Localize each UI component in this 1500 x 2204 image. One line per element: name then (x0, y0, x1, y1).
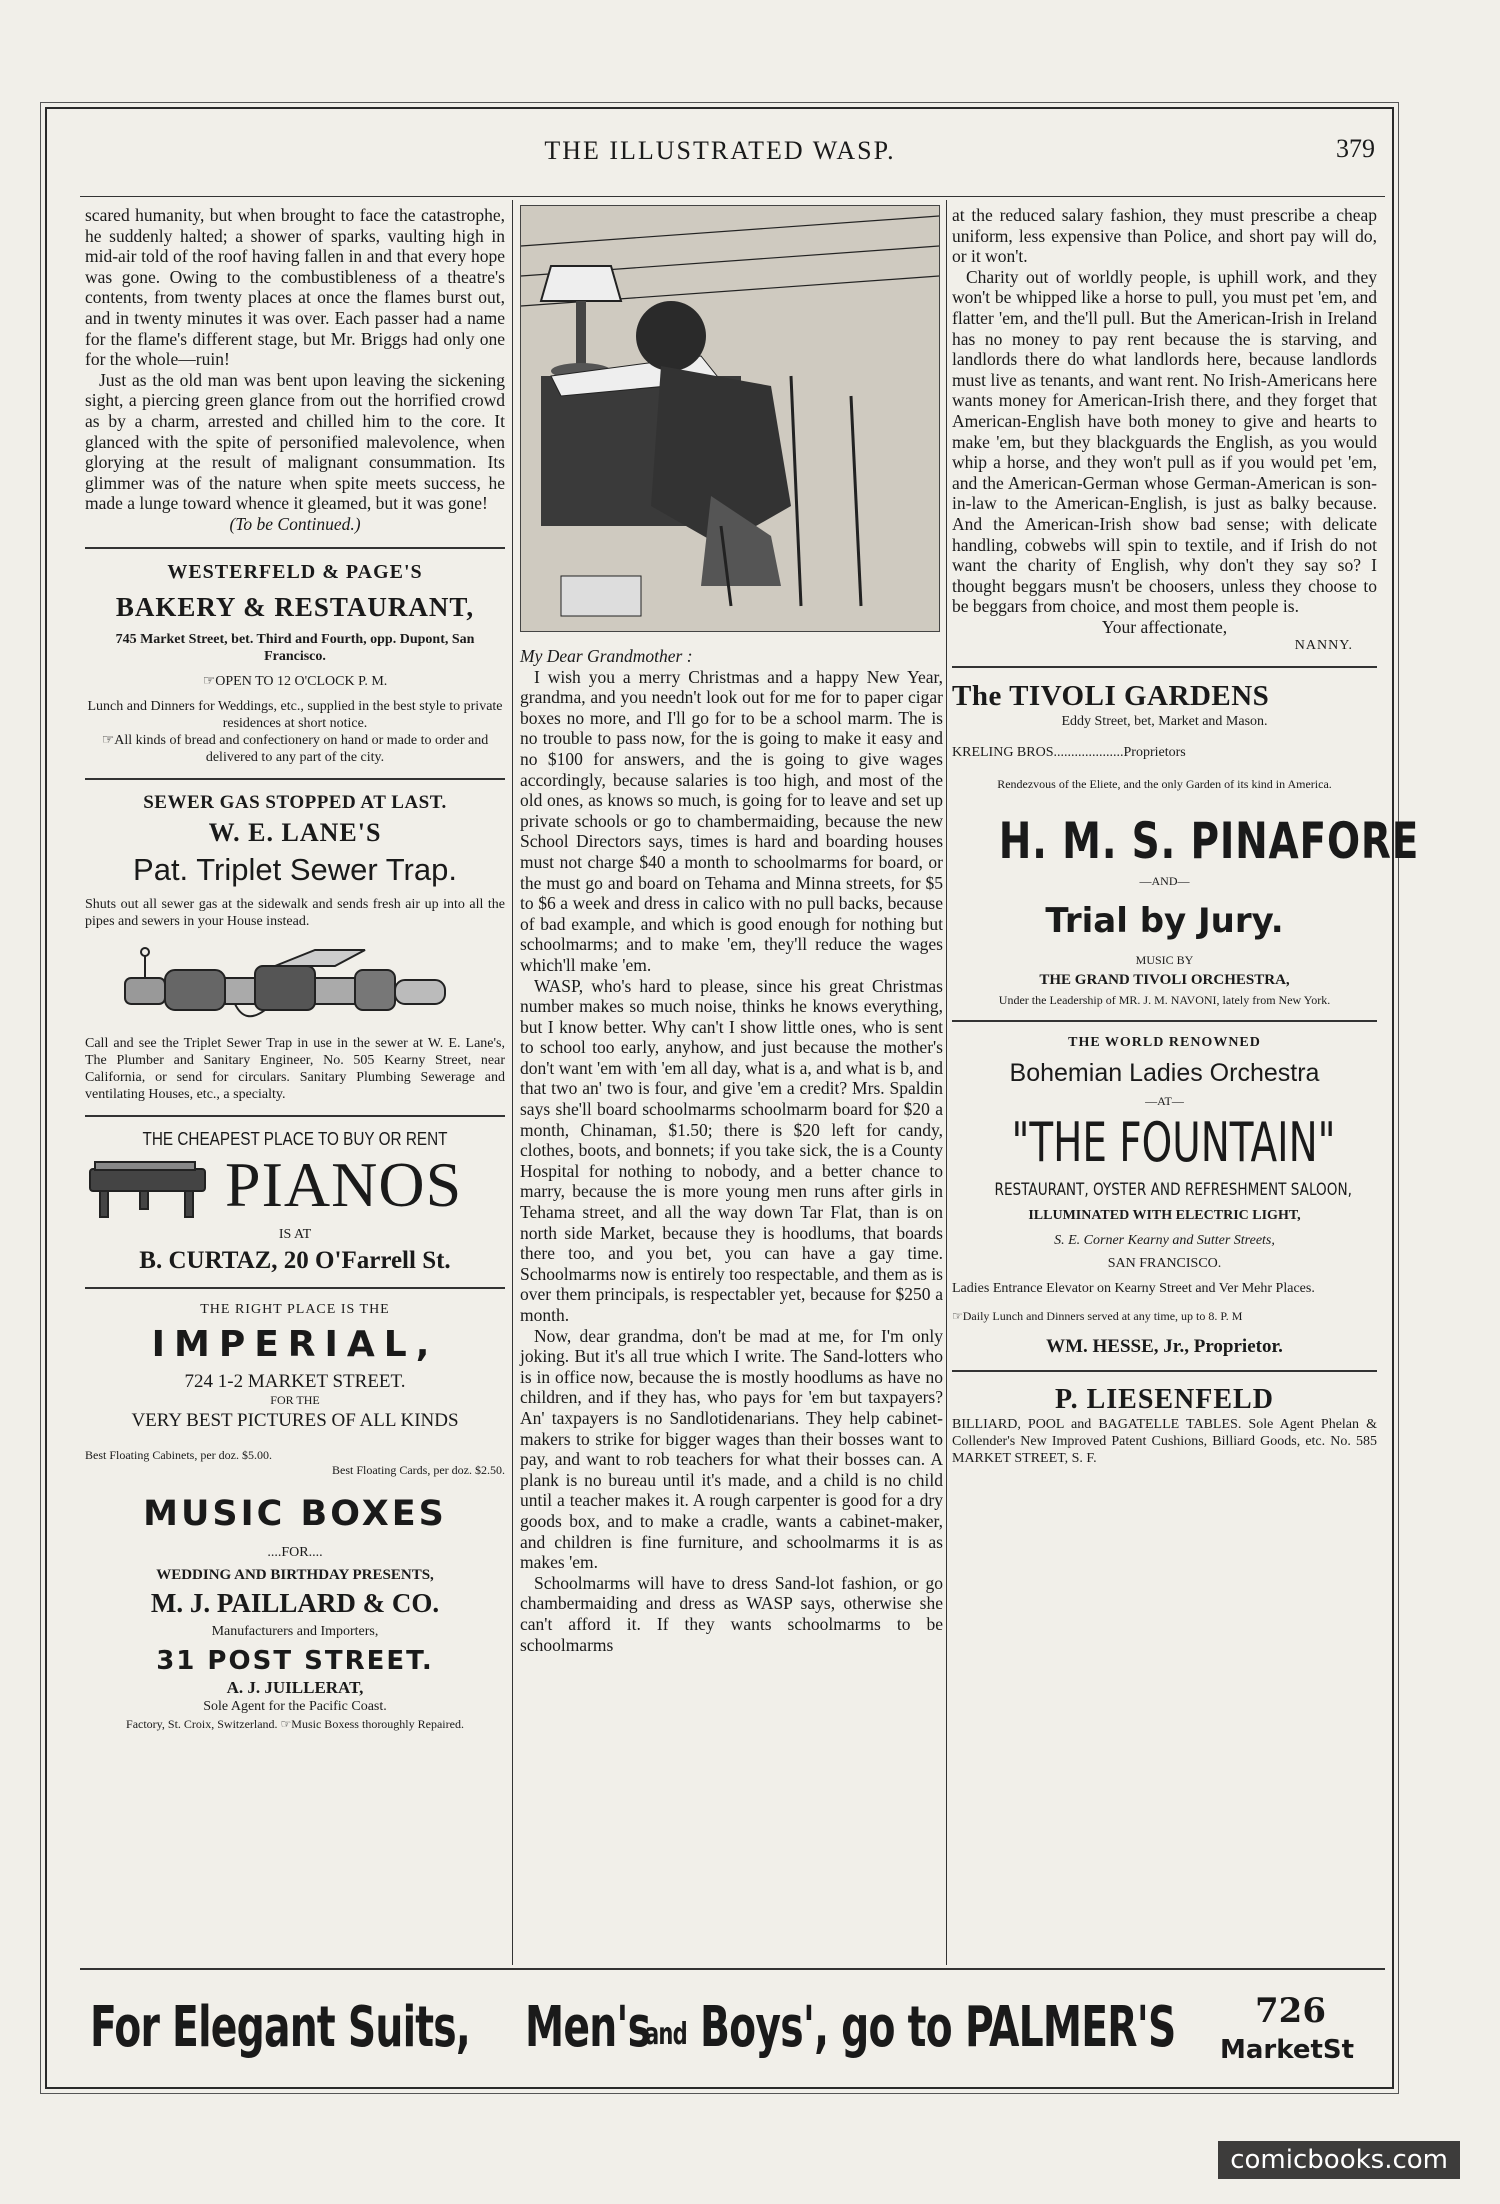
continued-note: (To be Continued.) (229, 513, 361, 534)
banner-part: Boys', go to (700, 1995, 952, 2060)
ad-lunch: ☞Daily Lunch and Dinners served at any time, up to 8. P. M (952, 1309, 1243, 1324)
ad-curtaz-pianos (85, 1129, 505, 1275)
ad-footer: Factory, St. Croix, Switzerland. ☞Music Boxess thoroughly Repaired. (126, 1716, 464, 1731)
ad-hours: ☞OPEN TO 12 O'CLOCK P. M. (202, 673, 388, 689)
ad-tagline: Rendezvous of the Eliete, and the only Garden of its kind in America. (997, 777, 1332, 792)
ad-price: Best Floating Cabinets, per doz. $5.00. (85, 1447, 272, 1462)
letter-signature: NANNY. (1294, 638, 1353, 654)
ad-address: 745 Market Street, bet. Third and Fourth, opp. Dupont, San Francisco. (115, 631, 475, 664)
ad-text: BILLIARD, POOL and BAGATELLE TABLES. Sole Agent Phelan & Collender's New Improved Patent Cushions, Billiard Goods, etc. No. 585 MARKET STREET, S. F. (952, 1417, 1377, 1467)
letter-salutation: My Dear Grandmother : (520, 646, 693, 666)
ad-name: "THE FOUNTAIN" (1011, 1111, 1336, 1175)
column-1 (85, 205, 505, 1732)
ad-occasion: WEDDING AND BIRTHDAY PRESENTS, (156, 1566, 434, 1583)
banner-part: PALMER'S (965, 1995, 1176, 2060)
ad-price: Best Floating Cards, per doz. $2.50. (332, 1462, 505, 1477)
ad-westerfeld (85, 561, 505, 766)
ad-show: Trial by Jury. (1045, 901, 1284, 942)
ad-is-at: IS AT (278, 1226, 312, 1242)
ad-corner: S. E. Corner Kearny and Sutter Streets, (1054, 1233, 1275, 1249)
ad-proprietors: KRELING BROS....................Proprietors (952, 745, 1186, 761)
letter-paragraph: I wish you a merry Christmas and a happy New Year, grandma, and you needn't look out for me for to paper cigar boxes no more, and I'll go for to be a school marm. The is no trouble to pass now, for the is going to make it easy and no $100 for answers, and the is going to give wages accordingly, because salaries is too high, and most of the old ones, as knows so much, is going for to leave and set up private schools or go to chambermaiding, because the new School Directors says, times is hard and boarding houses must not charge $40 a month to schoolmarms for board, or the must go and board on Tehama and Minna streets, for $5 to $6 a week and dress in calico with no pull backs, because of bad example, and which is good enough for nothing but schoolmarms; and to make 'em, they'll reduce the wages which'll make 'em. (520, 666, 943, 975)
column-rule-1 (512, 200, 513, 1965)
banner-number: 726 (1255, 1991, 1326, 2031)
ad-the-fountain (952, 1034, 1377, 1358)
ad-name: WESTERFELD & PAGE'S (167, 560, 423, 583)
ad-text: ☞All kinds of bread and confectionery on hand or made to order and delivered to any part of the city. (101, 732, 489, 765)
ad-city: SAN FRANCISCO. (1107, 1256, 1222, 1272)
sewer-trap-illustration (85, 930, 505, 1030)
ad-sub: Manufacturers and Importers, (211, 1623, 379, 1639)
banner-rule (80, 1968, 1385, 1970)
ad-text: Call and see the Triplet Sewer Trap in use in the sewer at W. E. Lane's, The Plumber and Sanitary Engineer, No. 505 Kearny Street, near California, or send for circulars. Sanitary Plumbing Sewerage and ventilating Houses, etc., a specialty. (85, 1035, 505, 1102)
ad-imperial (85, 1301, 505, 1478)
story-paragraph: Just as the old man was bent upon leaving the sickening sight, a piercing green glance from out the horrified crowd as by a charm, arrested and chilled him to the core. It glanced with the spite of personified malevolence, when glorying at the result of malignant consummation. Its glimmer was of the nature when spite meets success, he made a lunge toward whence it gleamed, but it was gone! (85, 369, 505, 514)
ad-tivoli-gardens (952, 680, 1420, 1008)
ad-type: RESTAURANT, OYSTER AND REFRESHMENT SALOON, (994, 1180, 1352, 1201)
ad-text: Lunch and Dinners for Weddings, etc., supplied in the best style to private residences at short notice. (87, 698, 503, 731)
ad-headline: MUSIC BOXES (143, 1493, 447, 1534)
letter-paragraph: Charity out of worldly people, is uphill work, and they won't be whipped like a horse to pull, you must pet 'em, and flatter 'em, and the'll pull. But the American-Irish in Ireland has no money to pay rent because the is starving, and landlords there do what landlords here, because landlords must live as tenants, and want rent. No Irish-Americans here wants money for American-Irish there, and they forget that American-English have both money to give and hearts to make 'em, but they blackguards the English, as you would whip a horse, and they won't pull as if you would pet 'em, and the American-German whose German-American is son-in-law to the American-English, is just as balky because. And the American-Irish show bad sense; with delicate handling, cobwebs will spin to textile, and if Irish do not want the charity of English, why don't they say so? I thought beggars musn't be choosers, unless they choose to be beggars from choice, and most them people is. (952, 266, 1377, 617)
banner-part: For Elegant Suits, (90, 1995, 471, 2060)
lamp-shade (541, 266, 621, 301)
ad-product: Pat. Triplet Sewer Trap. (133, 851, 457, 887)
banner-part: Men's (525, 1995, 651, 2060)
ad-name: IMPERIAL, (151, 1323, 439, 1365)
ad-for-the: FOR THE (270, 1392, 320, 1407)
ad-tagline: VERY BEST PICTURES OF ALL KINDS (131, 1409, 459, 1431)
letter-paragraph: WASP, who's hard to please, since his great Christmas number makes so much noise, thinks he knows everything, but I know better. Why can't I show little ones, who is sent to school too early, anyhow, and just because the mother's don't want 'em with 'em all day, what is a, and what is b, and that two an' two is four, and give 'em a credit? Mrs. Spaldin says she'll board schoolmarms schoolmarm board for $20 a month, Chinaman, $1.50; there is $20 left for candy, clothes, boots, and bonnets; if you take sick, the is a County Hospital for nothing to nobody, and a better chance to marry, because the is more young men runs after girls in Tehama street, and all the way down Tar Flat, than is on north side Market, because they is hoodlums, that boards there too, and you bet, you can have a gay time. Schoolmarms now is entirely too respectable, and them as is over them principals, is respectabler yet, because for $250 a month. (520, 975, 943, 1325)
ad-lane-sewer-trap (85, 792, 505, 1103)
banner-and: and (645, 2017, 687, 2052)
letter-paragraph: Now, dear grandma, don't be mad at me, for I'm only joking. But it's all true which I write. The Sand-lotters who is in office now, because the is mostly hoodlums as have no children, and if they has, who pays for 'em but taxpayers? An' taxpayers is no Sandlotidenarians. They help cabinet-makers to strike for bigger wages than their bosses want to pay, and want to rob teachers for what their bosses can. A plank is no bureau until it's made, and a child is no child until a teacher makes it. A rough carpenter is good for a dry goods box, and to make a cradle, wants a cabinet-maker, and children is fine furniture, and schoolmarms it is as makes 'em. (520, 1325, 943, 1573)
ad-proprietor: WM. HESSE, Jr., Proprietor. (1046, 1336, 1283, 1358)
ad-name: B. CURTAZ, 20 O'Farrell St. (139, 1246, 451, 1274)
ad-liesenfeld (952, 1384, 1377, 1467)
ad-leader: Under the Leadership of MR. J. M. NAVONI, lately from New York. (998, 993, 1331, 1008)
running-head (45, 128, 1395, 168)
ad-and: —AND— (1139, 874, 1190, 889)
ad-product: PIANOS (225, 1148, 463, 1220)
illustration-girl-writing (520, 205, 940, 632)
ad-heading: BAKERY & RESTAURANT, (115, 591, 475, 622)
watermark: comicbooks.com (1218, 2141, 1460, 2179)
ad-entrance: Ladies Entrance Elevator on Kearny Street and Ver Mehr Places. (952, 1281, 1315, 1297)
banner-street: MarketSt (1220, 2035, 1355, 2065)
ad-lit: ILLUMINATED WITH ELECTRIC LIGHT, (1028, 1208, 1301, 1224)
ad-headline: SEWER GAS STOPPED AT LAST. (143, 791, 447, 813)
column-2 (520, 205, 943, 1655)
ad-address: Eddy Street, bet, Market and Mason. (1061, 714, 1268, 730)
piano-icon (85, 1154, 215, 1224)
ad-name: M. J. PAILLARD & CO. (150, 1587, 440, 1618)
ad-name: The TIVOLI GARDENS (952, 680, 1270, 713)
girl-writing-illustration (521, 206, 939, 631)
ad-show: H. M. S. PINAFORE (998, 812, 1420, 871)
column-3 (952, 205, 1420, 1467)
story-paragraph: scared humanity, but when brought to face the catastrophe, he suddenly halted; a shower of sparks, vaulting high in mid-air told of the roof having fallen in and that every hope was gone. Owing to the combustibleness of a theatre's contents, from twenty places at once the flames burst out, and in twenty minutes it was over. Each passer had a name for the flame's different stage, but Mr. Briggs had only one for the whole—ruin! (85, 205, 505, 370)
ad-headline: THE WORLD RENOWNED (1068, 1035, 1261, 1051)
letter-paragraph: Schoolmarms will have to dress Sand-lot fashion, or go chambermaiding and dress as WASP says, otherwise she can't afford it. If they wants schoolmarms to be schoolmarms (520, 1572, 943, 1655)
page-title: THE ILLUSTRATED WASP. (544, 136, 896, 165)
column-rule-2 (946, 200, 947, 1965)
ad-name: W. E. LANE'S (208, 817, 382, 847)
ad-text: Shuts out all sewer gas at the sidewalk and sends fresh air up into all the pipes and sewers in your House instead. (85, 896, 505, 929)
ad-address: 724 1-2 MARKET STREET. (184, 1370, 406, 1392)
ad-act: Bohemian Ladies Orchestra (1009, 1059, 1320, 1088)
head-rule (80, 196, 1385, 197)
ad-headline: THE RIGHT PLACE IS THE (200, 1301, 390, 1317)
ad-name: P. LIESENFELD (1055, 1384, 1274, 1416)
ad-music-boxes (85, 1494, 505, 1732)
ad-agent-role: Sole Agent for the Pacific Coast. (203, 1698, 387, 1714)
ad-street: 31 POST STREET. (156, 1645, 434, 1676)
ad-music-by: MUSIC BY (1135, 953, 1194, 968)
page-number: 379 (1336, 134, 1375, 163)
ad-for: ....FOR.... (267, 1544, 323, 1560)
ad-agent: A. J. JUILLERAT, (226, 1677, 364, 1697)
palmers-banner (85, 1985, 1385, 2075)
ad-orchestra: THE GRAND TIVOLI ORCHESTRA, (1039, 972, 1290, 989)
letter-paragraph: at the reduced salary fashion, they must prescribe a cheap uniform, less expensive than Police, and short pay will do, or it won't. (952, 205, 1377, 267)
letter-closing: Your affectionate, (1101, 616, 1228, 637)
ad-at: —AT— (1145, 1094, 1184, 1109)
ad-headline: THE CHEAPEST PLACE TO BUY OR RENT (142, 1128, 448, 1149)
